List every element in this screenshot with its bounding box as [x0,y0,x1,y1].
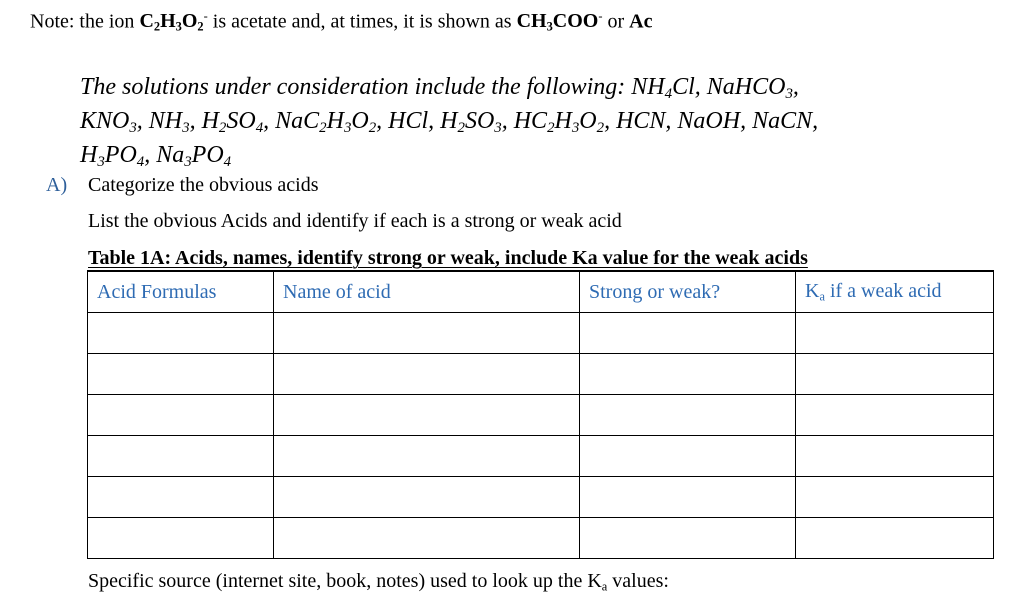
note-or: or [602,10,630,33]
section-title: Categorize the obvious acids [88,174,319,196]
ka-cell[interactable] [796,477,994,518]
acid-formula-cell[interactable] [88,436,274,477]
ka-cell[interactable] [796,395,994,436]
acid-name-cell[interactable] [274,313,580,354]
ka-cell[interactable] [796,436,994,477]
solutions-list [80,74,980,176]
note-line [30,9,653,35]
acetate-abbrev: Ac [629,10,653,33]
strength-cell[interactable] [580,477,796,518]
header-strong-or-weak: Strong or weak? [580,271,796,313]
acid-name-cell[interactable] [274,395,580,436]
acid-name-cell[interactable] [274,354,580,395]
acetate-alt-formula: $CH_3COO$ [516,10,599,34]
acetate-alt-charge: - [598,9,603,23]
section-a-heading [46,174,319,197]
header-name-of-acid: Name of acid [274,271,580,313]
acid-formula-cell[interactable] [88,518,274,559]
acid-formula-cell[interactable] [88,477,274,518]
acid-name-cell[interactable] [274,477,580,518]
table-row [88,395,994,436]
note-prefix: Note: the ion [30,10,140,33]
acid-formula-cell[interactable] [88,395,274,436]
table-row [88,436,994,477]
ka-cell[interactable] [796,313,994,354]
table-row [88,477,994,518]
acid-formula-cell[interactable] [88,313,274,354]
acetate-charge: - [203,9,208,23]
acid-name-cell[interactable] [274,436,580,477]
section-letter: A) [46,174,68,196]
list-instruction: List the obvious Acids and identify if each is a strong or weak acid [88,210,622,232]
header-ka-value: $K_a$ if a weak acid [796,271,994,313]
ka-cell[interactable] [796,354,994,395]
ka-cell[interactable] [796,518,994,559]
table-row [88,313,994,354]
strength-cell[interactable] [580,354,796,395]
solutions-line-3: $H_3PO_4$, $Na_3PO_4$ [80,142,232,171]
table-body [88,313,994,559]
solutions-line-2: $KNO_3$, $NH_3$, $H_2SO_4$, $NaC_2H_3O_2$, HCl, $H_2SO_3$, $HC_2H_3O_2$, HCN, NaOH, NaCN, [80,108,819,137]
table-row [88,354,994,395]
strength-cell[interactable] [580,395,796,436]
acetate-formula: $C_2H_3O_2$ [139,10,204,34]
table-row [88,518,994,559]
solutions-line-1: The solutions under consideration include the following: $NH_4Cl$, NaHCO$_3$, [80,74,799,103]
header-acid-formulas: Acid Formulas [88,271,274,313]
strength-cell[interactable] [580,518,796,559]
source-line: Specific source (internet site, book, notes) used to look up the $K_a$ values: [88,570,669,594]
table-header-row [88,271,994,313]
strength-cell[interactable] [580,436,796,477]
note-middle: is acetate and, at times, it is shown as [207,10,517,33]
acid-formula-cell[interactable] [88,354,274,395]
table-caption: Table 1A: Acids, names, identify strong or weak, include Ka value for the weak acids [88,247,808,269]
strength-cell[interactable] [580,313,796,354]
acid-name-cell[interactable] [274,518,580,559]
acids-table [87,270,994,559]
